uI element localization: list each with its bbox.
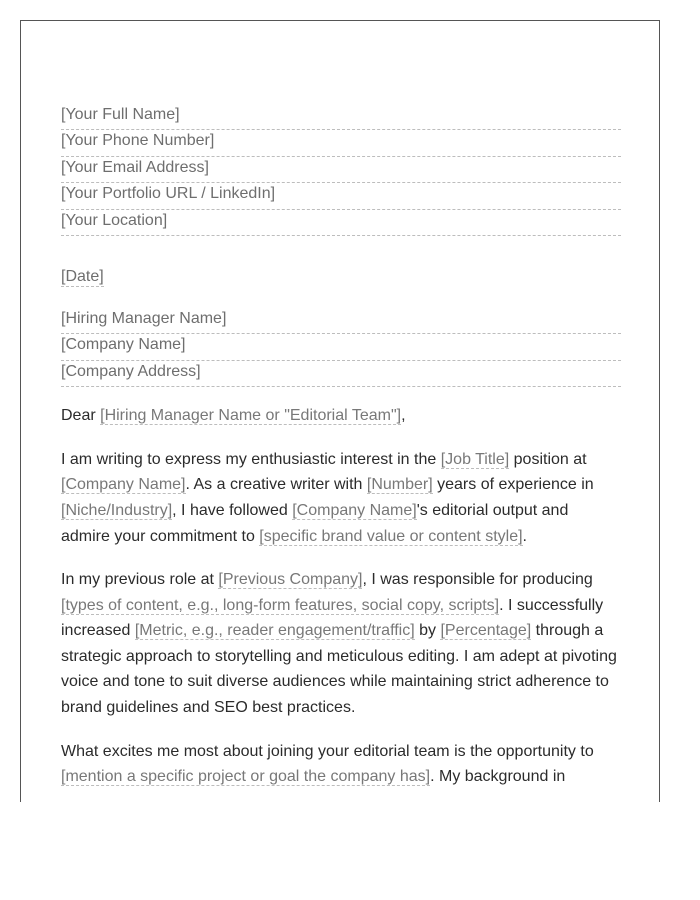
- recipient-block: [61, 308, 621, 387]
- sender-block: [61, 104, 621, 236]
- paragraph-intro: [61, 447, 621, 549]
- paragraph-text: I am writing to express my enthusiastic interest in the: [61, 450, 441, 468]
- job-title-placeholder[interactable]: [Job Title]: [440, 450, 510, 468]
- paragraph-text: position at: [509, 450, 587, 468]
- paragraph-text: by: [414, 622, 441, 640]
- paragraph-text: , I was responsible for producing: [362, 571, 593, 589]
- content-types-placeholder[interactable]: [types of content, e.g., long-form features, social copy, scripts]: [61, 596, 500, 614]
- paragraph-text: 's editorial output and admire your commitment to: [61, 501, 569, 545]
- date-field[interactable]: [Date]: [61, 267, 104, 285]
- paragraph-text: . As a creative writer with: [185, 476, 367, 494]
- recipient-company-field[interactable]: [Company Name]: [61, 334, 621, 360]
- paragraph-motivation: [61, 739, 621, 790]
- metric-placeholder[interactable]: [Metric, e.g., reader engagement/traffic]: [134, 622, 415, 640]
- paragraph-text: . I successfully increased: [61, 596, 604, 640]
- paragraph-text: through a strategic approach to storytelling and meticulous editing. I am adept at pivoting voice and tone to suit diverse audiences while maintaining strict adherence to brand guidelines and SEO best practices.: [61, 622, 617, 717]
- sender-location-field[interactable]: [Your Location]: [61, 210, 621, 236]
- salutation-prefix: Dear: [61, 407, 101, 425]
- paragraph-text: . My background in: [430, 768, 566, 786]
- sender-name-field[interactable]: [Your Full Name]: [61, 104, 621, 130]
- sender-phone-field[interactable]: [Your Phone Number]: [61, 130, 621, 156]
- company-name-placeholder[interactable]: [Company Name]: [292, 501, 417, 519]
- paragraph-text: , I have followed: [172, 501, 293, 519]
- sender-email-field[interactable]: [Your Email Address]: [61, 157, 621, 183]
- paragraph-text: In my previous role at: [61, 571, 219, 589]
- salutation-name-placeholder[interactable]: [Hiring Manager Name or "Editorial Team"]: [100, 407, 402, 425]
- date-line: [61, 266, 621, 288]
- recipient-address-field[interactable]: [Company Address]: [61, 361, 621, 387]
- salutation-suffix: ,: [401, 407, 406, 425]
- letter-content: [61, 104, 621, 790]
- niche-industry-placeholder[interactable]: [Niche/Industry]: [61, 501, 173, 519]
- paragraph-text: .: [522, 527, 527, 545]
- paragraph-text: What excites me most about joining your editorial team is the opportunity to: [61, 742, 594, 760]
- brand-value-placeholder[interactable]: [specific brand value or content style]: [259, 527, 523, 545]
- company-name-placeholder[interactable]: [Company Name]: [61, 476, 186, 494]
- paragraph-experience: [61, 567, 621, 721]
- project-goal-placeholder[interactable]: [mention a specific project or goal the company has]: [61, 768, 431, 786]
- paragraph-text: years of experience in: [432, 476, 594, 494]
- previous-company-placeholder[interactable]: [Previous Company]: [218, 571, 363, 589]
- percentage-placeholder[interactable]: [Percentage]: [440, 622, 532, 640]
- years-number-placeholder[interactable]: [Number]: [366, 476, 433, 494]
- recipient-manager-field[interactable]: [Hiring Manager Name]: [61, 308, 621, 334]
- sender-portfolio-field[interactable]: [Your Portfolio URL / LinkedIn]: [61, 183, 621, 209]
- letter-page: [20, 20, 660, 802]
- salutation: [61, 403, 621, 429]
